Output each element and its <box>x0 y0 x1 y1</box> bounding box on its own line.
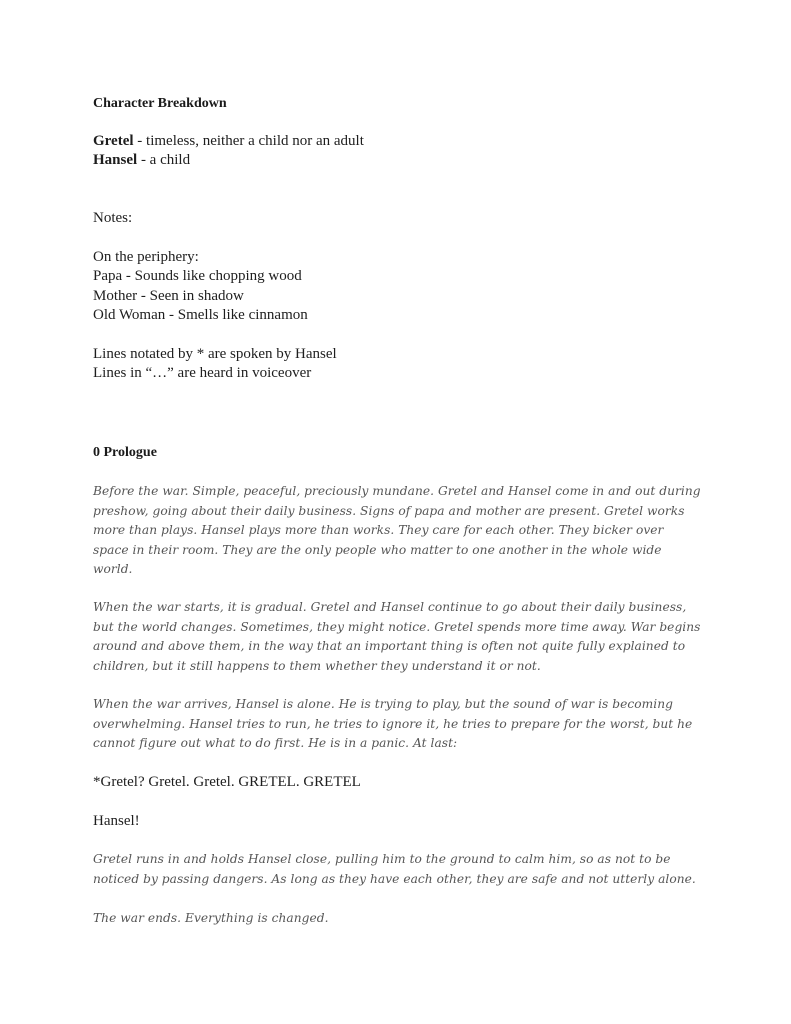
periphery-item: Old Woman - Smells like cinnamon <box>93 307 308 323</box>
convention-note: Lines notated by * are spoken by Hansel <box>93 346 337 362</box>
character-gretel <box>93 132 364 151</box>
character-name: Hansel <box>93 152 138 168</box>
stage-line: When the war starts, it is gradual. Gretel and Hansel continue to go about their daily business, <box>93 600 687 614</box>
stage-line: cannot figure out what to do first. He is in a panic. At last: <box>93 736 458 750</box>
stage-line: space in their room. They are the only people who matter to one another in the whole wide <box>93 542 662 557</box>
periphery-item: Papa - Sounds like chopping wood <box>93 268 302 284</box>
character-description: - a child <box>137 152 191 168</box>
section-title: Character Breakdown <box>93 96 227 111</box>
stage-line: around and above them, in the way that an important thing is often not quite fully explained to <box>93 639 686 653</box>
stage-direction <box>93 482 703 580</box>
stage-direction <box>93 909 703 929</box>
stage-line: Gretel runs in and holds Hansel close, pulling him to the ground to calm him, so as not to be <box>93 852 671 866</box>
convention-note: Lines in “…” are heard in voiceover <box>93 365 312 381</box>
stage-direction <box>93 850 703 889</box>
periphery-item: Mother - Seen in shadow <box>93 288 244 304</box>
periphery-label: On the periphery: <box>93 249 199 265</box>
dialogue-line: Hansel! <box>93 813 140 829</box>
stage-line: more than plays. Hansel plays more than works. They care for each other. They bicker over <box>93 523 664 537</box>
stage-line: When the war arrives, Hansel is alone. He is trying to play, but the sound of war is becoming <box>93 697 673 711</box>
stage-direction <box>93 695 703 754</box>
stage-direction <box>93 598 703 676</box>
stage-line: world. <box>93 562 133 576</box>
dialogue-line: *Gretel? Gretel. Gretel. GRETEL. GRETEL <box>93 774 361 790</box>
stage-line: Before the war. Simple, peaceful, preciously mundane. Gretel and Hansel come in and out during <box>93 484 701 498</box>
prologue-heading: 0 Prologue <box>93 445 157 460</box>
character-name: Gretel <box>93 133 134 149</box>
stage-line: children, but it still happens to them whether they understand it or not. <box>93 658 541 673</box>
character-hansel <box>93 151 190 170</box>
character-description: - timeless, neither a child nor an adult <box>133 133 364 149</box>
stage-line: but the world changes. Sometimes, they might notice. Gretel spends more time away. War begins <box>93 619 701 634</box>
stage-line: overwhelming. Hansel tries to run, he tries to ignore it, he tries to prepare for the worst, but he <box>93 716 693 731</box>
notes-label: Notes: <box>93 210 133 226</box>
stage-line: preshow, going about their daily business. Signs of papa and mother are present. Gretel works <box>93 503 685 518</box>
stage-line: noticed by passing dangers. As long as they have each other, they are safe and not utterly alone. <box>93 871 696 886</box>
stage-line: The war ends. Everything is changed. <box>93 911 329 925</box>
